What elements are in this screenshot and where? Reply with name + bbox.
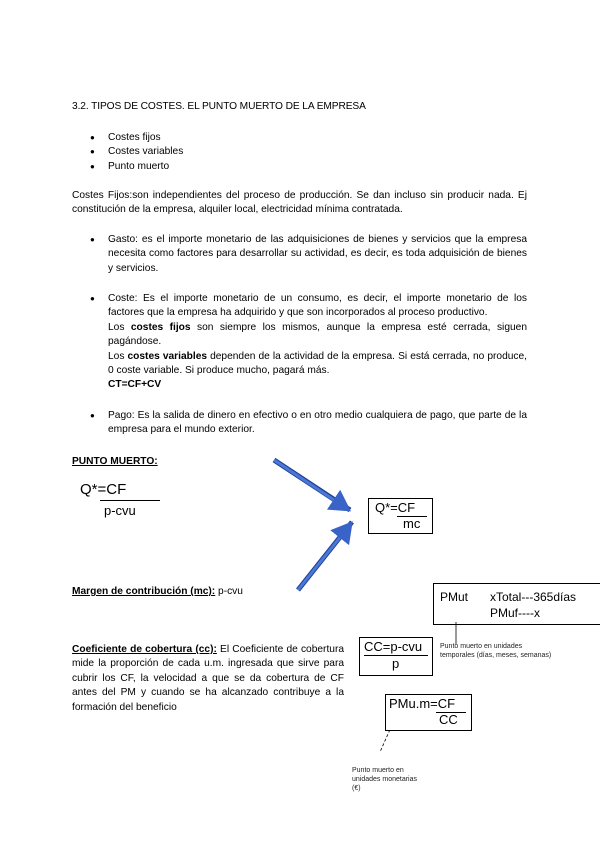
pago-item: ● Pago: Es la salida de dinero en efectivo o en otro medio cualquiera de pago, que parte de la empresa para el mundo exterior. [90, 409, 527, 438]
arrow-down-right-head [274, 460, 346, 508]
formula-numerator: Q*=CF [80, 481, 127, 498]
coverage-paragraph [72, 643, 344, 715]
list-item: ● Costes fijos [90, 131, 183, 145]
formula-denominator: CC [439, 712, 458, 727]
coverage-formula-box [359, 637, 433, 676]
coverage-label: Coeficiente de cobertura (cc): [72, 644, 217, 655]
monetary-break-even-formula [385, 694, 472, 731]
fixed-costs-label: Costes Fijos: [72, 190, 133, 201]
arrows-diagram [260, 450, 370, 600]
text-run: Los [108, 350, 128, 362]
margin-value: p-cvu [215, 586, 243, 597]
topics-list [90, 131, 183, 174]
pmut-total-days: xTotal---365días [490, 590, 577, 604]
text-run: Los [108, 321, 131, 333]
temporal-note: Punto muerto en unidades temporales (días, meses, semanas) [440, 643, 552, 659]
text-run: dependen de la actividad de la empresa. Si está cerrada, no produce, 0 coste variable. Si produce mucho, pagará más. [108, 350, 527, 377]
list-item: ● Punto muerto [90, 160, 183, 174]
gasto-list [90, 233, 527, 276]
coverage-text: El Coeficiente de cobertura mide la proporción de cada u.m. ingresada que sirve para cubrir los CF, la velocidad a que se da cobertura de CF antes del PM y cuando se ha alcanzado contribuye a la formación del beneficio [72, 644, 344, 713]
formula-numerator: Q*=CF [375, 500, 416, 515]
coste-list [90, 292, 527, 393]
break-even-formula-mc [368, 498, 433, 534]
costes-fijos-term: costes fijos [130, 321, 191, 333]
formula-denominator: p-cvu [104, 503, 136, 518]
formula-denominator: mc [403, 516, 421, 531]
fraction-bar [100, 500, 160, 501]
pmut-formula-box [433, 583, 600, 625]
pago-list [90, 409, 527, 438]
text-run: son siempre los mismos, aunque la empresa esté cerrada, siguen pagándose. [108, 321, 527, 348]
gasto-item: ● Gasto: es el importe monetario de las adquisiciones de bienes y servicios que la empresa necesita como factores para desarrollar su actividad, es decir, es toda adquisición de bienes y servicios. [90, 233, 527, 276]
margin-line [72, 585, 243, 599]
list-item: ● Costes variables [90, 145, 183, 159]
coste-definition: ● Coste: Es el importe monetario de un consumo, es decir, el importe monetario de los factores que la empresa ha adquirido y que son incorporados al proceso productivo. [108, 293, 527, 319]
pmut-label: PMut [440, 590, 469, 604]
costes-variables-term: costes variables [127, 350, 208, 362]
break-even-formula-units [80, 481, 136, 519]
punto-muerto-title: PUNTO MUERTO: [72, 456, 158, 467]
total-cost-formula: CT=CF+CV [108, 379, 162, 391]
fixed-costs-paragraph [72, 189, 527, 218]
section-heading: 3.2. TIPOS DE COSTES. EL PUNTO MUERTO DE LA EMPRESA [72, 101, 366, 112]
formula-numerator: CC=p-cvu [364, 639, 423, 654]
arrow-up-right-head [298, 526, 349, 590]
pmuf-line: PMuf----x [490, 606, 540, 620]
fixed-costs-text: son independientes del proceso de producción. Se dan incluso sin producir nada. Ej constitución de la empresa, alquiler local, electricidad mínima contratada. [72, 190, 527, 216]
monetary-note: Punto muerto en unidades monetarias (€) [352, 767, 417, 792]
costes-variables-line [108, 350, 527, 379]
coste-item [90, 292, 527, 393]
margin-label: Margen de contribución (mc): [72, 586, 216, 597]
formula-denominator: p [392, 656, 400, 671]
costes-fijos-line [108, 321, 527, 350]
formula-numerator: PMu.m=CF [389, 696, 456, 711]
